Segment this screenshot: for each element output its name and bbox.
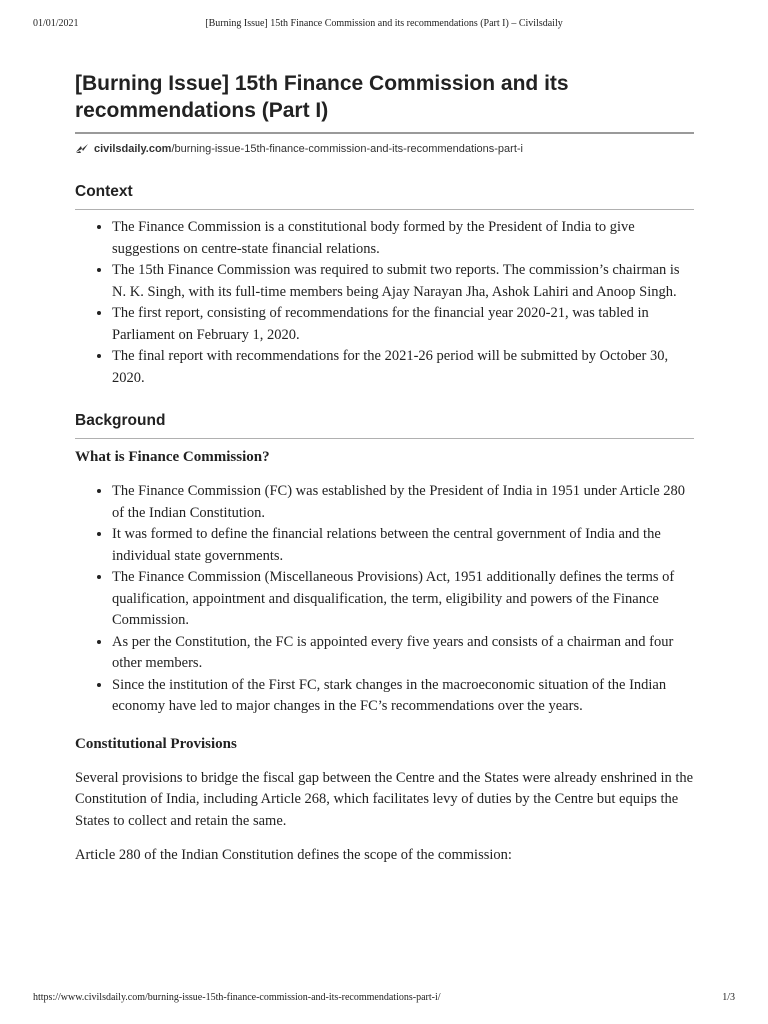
source-domain[interactable]: civilsdaily.com bbox=[94, 143, 172, 155]
source-path[interactable]: /burning-issue-15th-finance-commission-and-its-recommendations-part-i bbox=[171, 143, 523, 155]
subheading-what-is-fc: What is Finance Commission? bbox=[75, 449, 270, 465]
list-item: • The Finance Commission (Miscellaneous Provisions) Act, 1951 additionally defines the terms of qualification, appointment and disqualification, the term, eligibility and powers of the Finance Commission. bbox=[112, 567, 694, 632]
page-number: 1/3 bbox=[722, 992, 735, 1003]
subheading-constitutional-provisions: Constitutional Provisions bbox=[75, 735, 237, 752]
print-date: 01/01/2021 bbox=[33, 18, 79, 29]
list-item: • The first report, consisting of recommendations for the financial year 2020-21, was tabled in Parliament on February 1, 2020. bbox=[112, 303, 694, 346]
list-item: • The final report with recommendations for the 2021-26 period will be submitted by October 30, 2020. bbox=[112, 346, 694, 389]
article-title: [Burning Issue] 15th Finance Commission and its recommendations (Part I) bbox=[75, 72, 569, 122]
civilsdaily-logo-icon bbox=[75, 143, 90, 155]
title-divider bbox=[75, 132, 694, 134]
list-item: • The Finance Commission (FC) was established by the President of India in 1951 under Article 280 of the Indian Constitution. bbox=[112, 481, 694, 524]
paragraph: Several provisions to bridge the fiscal gap between the Centre and the States were already enshrined in the Constitution of India, including Article 268, which facilitates levy of duties by the Centre but equips the States to collect and retain the same. bbox=[75, 769, 694, 829]
print-doc-title: [Burning Issue] 15th Finance Commission and its recommendations (Part I) – Civilsdaily bbox=[205, 18, 563, 29]
list-item: • The 15th Finance Commission was required to submit two reports. The commission’s chairman is N. K. Singh, with its full-time members being Ajay Narayan Jha, Ashok Lahiri and Anoop Singh. bbox=[112, 260, 694, 303]
context-list bbox=[75, 217, 694, 389]
article-content bbox=[75, 70, 694, 867]
list-item: • Since the institution of the First FC, stark changes in the macroeconomic situation of the Indian economy have led to major changes in the FC’s recommendations over the years. bbox=[112, 675, 694, 718]
section-heading-background: Background bbox=[75, 412, 166, 429]
list-item: • The Finance Commission is a constitutional body formed by the President of India to give suggestions on centre-state financial relations. bbox=[112, 217, 694, 260]
paragraph: Article 280 of the Indian Constitution defines the scope of the commission: bbox=[75, 847, 512, 863]
list-item: • It was formed to define the financial relations between the central government of India and the individual state governments. bbox=[112, 524, 694, 567]
source-link[interactable] bbox=[75, 140, 694, 158]
list-item: • As per the Constitution, the FC is appointed every five years and consists of a chairman and four other members. bbox=[112, 632, 694, 675]
print-url: https://www.civilsdaily.com/burning-issue-15th-finance-commission-and-its-recommendations-part-i/ bbox=[33, 992, 441, 1003]
what-is-fc-list bbox=[75, 481, 694, 718]
section-heading-context: Context bbox=[75, 183, 133, 200]
